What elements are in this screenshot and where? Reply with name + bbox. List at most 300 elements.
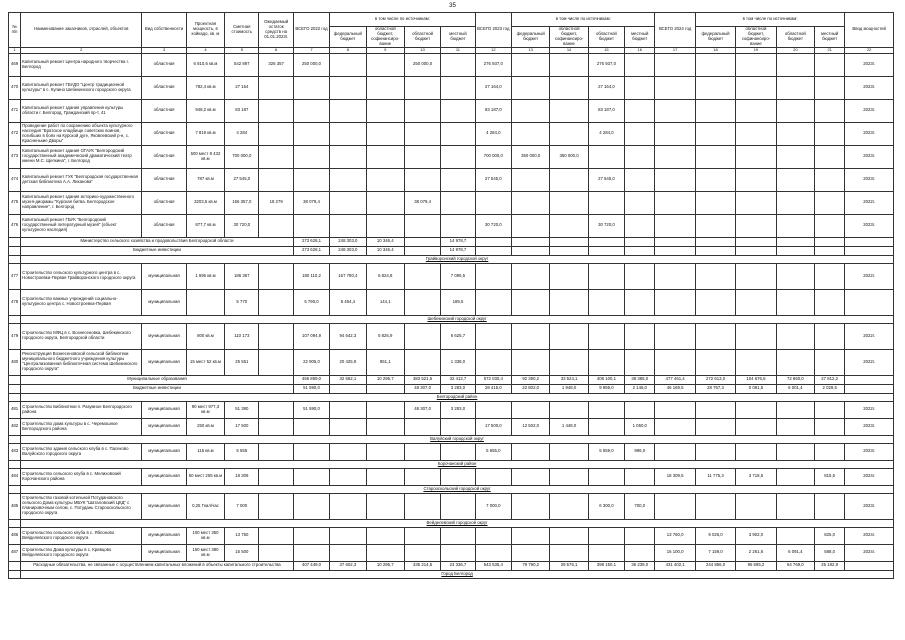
summary-local-2023: 2 146,0 — [625, 384, 655, 393]
hdr-fed-2022: федеральный бюджет — [330, 27, 366, 48]
hdr-fed-2023: федеральный бюджет — [512, 27, 550, 48]
page-number: 35 — [449, 3, 456, 9]
federal-2023 — [512, 53, 550, 76]
object-name: Строительство Библиотеки п. Разумное Белгородского района — [21, 401, 142, 418]
ownership: областная — [142, 168, 186, 191]
section-header-row — [9, 460, 894, 468]
section-spacer — [9, 255, 21, 263]
regional-2023: 27 164,0 — [588, 76, 624, 99]
summary-cofin-2023: 1 948,0 — [550, 384, 588, 393]
summary-cofin-2024: 104 676,5 — [736, 375, 776, 384]
summary-federal-2022: 32 662,1 — [330, 375, 366, 384]
hdr-reg-2022: областной бюджет — [404, 27, 440, 48]
estimate-cost: 542 897 — [225, 53, 259, 76]
federal-2024 — [695, 145, 735, 168]
capacity: 877,7 кв.м — [186, 214, 224, 237]
hdr-capacity: Проектная мощность, в койкадо, кв. м — [186, 13, 224, 48]
regional-2022 — [404, 76, 440, 99]
regional-2023: 4 284,0 — [588, 122, 624, 145]
hdr-estimate: Сметная стоимость — [225, 13, 259, 48]
summary-commissioning — [845, 384, 894, 393]
row-number: 477 — [9, 263, 21, 289]
local-2022 — [441, 493, 475, 519]
local-2024 — [815, 418, 845, 435]
summary-federal-2022: 248 303,0 — [330, 237, 366, 246]
object-name: Строительство Дома культуры в с. Кривцово Вейделевского городского округа — [21, 544, 142, 561]
local-2023 — [625, 527, 655, 544]
federal-2023: 350 000,0 — [512, 145, 550, 168]
local-2023 — [625, 122, 655, 145]
section-spacer — [9, 460, 21, 468]
regional-2024 — [776, 289, 814, 315]
local-2023 — [625, 145, 655, 168]
local-2022 — [441, 122, 475, 145]
object-name: Строительство сельского клуба в с. Мелиховский Корочанского района — [21, 468, 142, 485]
local-2023 — [625, 401, 655, 418]
regional-2024 — [776, 76, 814, 99]
table-row — [9, 443, 894, 460]
summary-local-2023 — [625, 246, 655, 255]
column-number: 18 — [695, 47, 735, 53]
summary-federal-2023: 79 790,2 — [512, 561, 550, 570]
total-2024 — [655, 76, 695, 99]
summary-regional-2022: 383 521,5 — [404, 375, 440, 384]
federal-2022 — [330, 145, 366, 168]
federal-2022 — [330, 99, 366, 122]
local-2022 — [441, 418, 475, 435]
commissioning-year: 2023г. — [845, 53, 894, 76]
row-number: 482 — [9, 418, 21, 435]
federal-2022 — [330, 76, 366, 99]
summary-label: Расходные обязательства, не связанные с осуществлением капитальных вложений в объекты капитального строительства — [21, 561, 294, 570]
local-2022 — [441, 145, 475, 168]
cofin-2023 — [550, 323, 588, 349]
ownership: муниципальная — [142, 544, 186, 561]
commissioning-year: 2022г. — [845, 349, 894, 375]
column-number: 2 — [21, 47, 142, 53]
total-2022: 5 790,0 — [293, 289, 329, 315]
remainder — [259, 122, 293, 145]
total-2023 — [475, 468, 511, 485]
regional-2024 — [776, 191, 814, 214]
section-spacer — [9, 519, 21, 527]
summary-local-2023: 38 385,0 — [625, 375, 655, 384]
table-row — [9, 168, 894, 191]
hdr-remainder: Ожидаемый остаток средств на 01.01.2023г. — [259, 13, 293, 48]
summary-commissioning — [845, 237, 894, 246]
object-name: Строительство важных учреждений социально-культурного центра с. Новостроевка-Первая — [21, 289, 142, 315]
cofin-2023 — [550, 527, 588, 544]
regional-2024 — [776, 323, 814, 349]
remainder — [259, 349, 293, 375]
summary-cofin-2024 — [736, 246, 776, 255]
capacity: 6 810,6 кв.м — [186, 53, 224, 76]
total-2024 — [655, 99, 695, 122]
commissioning-year: 2024г. — [845, 527, 894, 544]
federal-2022 — [330, 544, 366, 561]
commissioning-year: 2022г. — [845, 323, 894, 349]
regional-2023 — [588, 349, 624, 375]
summary-total-2023: 28 415,0 — [475, 384, 511, 393]
local-2022 — [441, 191, 475, 214]
table-row — [9, 493, 894, 519]
cofin-2023 — [550, 401, 588, 418]
row-number: 473 — [9, 145, 21, 168]
total-2024 — [655, 418, 695, 435]
row-number: 484 — [9, 468, 21, 485]
summary-label: Муниципальные образования — [21, 375, 294, 384]
ownership: муниципальная — [142, 323, 186, 349]
cofin-2022 — [366, 493, 404, 519]
regional-2022 — [404, 544, 440, 561]
total-2022 — [293, 168, 329, 191]
summary-commissioning — [845, 375, 894, 384]
regional-2024 — [776, 349, 814, 375]
total-2022: 51 590,0 — [293, 401, 329, 418]
total-2022: 38 079,4 — [293, 191, 329, 214]
federal-2023 — [512, 443, 550, 460]
local-2024 — [815, 145, 845, 168]
total-2023 — [475, 289, 511, 315]
cofin-2023 — [550, 168, 588, 191]
federal-2022: 167 780,4 — [330, 263, 366, 289]
ownership: муниципальная — [142, 289, 186, 315]
object-name: Капитальный ремонт здания историко-художественного музея-диорамы "Курская битва. Белгородское направление", г. Белгород — [21, 191, 142, 214]
summary-spacer — [9, 561, 21, 570]
summary-local-2024: 27 812,2 — [815, 375, 845, 384]
cofin-2024 — [736, 76, 776, 99]
summary-cofin-2024: 0 081,5 — [736, 384, 776, 393]
federal-2022 — [330, 418, 366, 435]
federal-2022 — [330, 168, 366, 191]
column-number: 16 — [625, 47, 655, 53]
regional-2023 — [588, 191, 624, 214]
section-title: Белгородский район — [21, 393, 894, 401]
federal-2023 — [512, 289, 550, 315]
hdr-local-2024: местный бюджет — [815, 27, 845, 48]
federal-2022: 20 425,9 — [330, 349, 366, 375]
federal-2024 — [695, 263, 735, 289]
column-number: 9 — [366, 47, 404, 53]
regional-2024 — [776, 443, 814, 460]
section-title: Валуйский городской округ — [21, 435, 894, 443]
section-header-row — [9, 519, 894, 527]
summary-regional-2022 — [404, 237, 440, 246]
regional-2024 — [776, 99, 814, 122]
local-2024 — [815, 99, 845, 122]
column-number: 19 — [736, 47, 776, 53]
row-number: 481 — [9, 401, 21, 418]
total-2022 — [293, 99, 329, 122]
cofin-2024 — [736, 418, 776, 435]
federal-2023 — [512, 527, 550, 544]
column-number: 14 — [550, 47, 588, 53]
summary-regional-2024: 6 001,4 — [776, 384, 814, 393]
cofin-2022 — [366, 191, 404, 214]
hdr-group-2024: в том числе по источникам: — [695, 13, 845, 27]
cofin-2022 — [366, 99, 404, 122]
cofin-2022 — [366, 53, 404, 76]
summary-federal-2022: 248 303,0 — [330, 246, 366, 255]
ownership: областная — [142, 214, 186, 237]
regional-2023: 27 545,0 — [588, 168, 624, 191]
total-2022: 22 905,0 — [293, 349, 329, 375]
cofin-2024 — [736, 145, 776, 168]
estimate-cost: 25 551 — [225, 349, 259, 375]
estimate-cost: 700 000,0 — [225, 145, 259, 168]
cofin-2022 — [366, 443, 404, 460]
total-2024 — [655, 323, 695, 349]
local-2024 — [815, 493, 845, 519]
local-2022: 189,5 — [441, 289, 475, 315]
local-2023: 996,0 — [625, 443, 655, 460]
object-name: Строительство газовой котельной Потудановского сельского Дома культуры МБУК "Шаталовский ЦКД" с планировочным селом, с. Потудань Старооскольского городского округа — [21, 493, 142, 519]
section-spacer — [9, 485, 21, 493]
commissioning-year: 2022г. — [845, 263, 894, 289]
summary-spacer — [9, 384, 21, 393]
estimate-cost: 16 500 — [225, 544, 259, 561]
federal-2022 — [330, 122, 366, 145]
ownership: областная — [142, 122, 186, 145]
estimate-cost: 13 750 — [225, 527, 259, 544]
column-number: 5 — [225, 47, 259, 53]
remainder: 326 357 — [259, 53, 293, 76]
summary-local-2022: 14 978,7 — [441, 246, 475, 255]
summary-regional-2024: 72 860,0 — [776, 375, 814, 384]
federal-2022 — [330, 443, 366, 460]
hdr-total-2024: ВСЕГО 2024 год — [655, 13, 695, 48]
cofin-2022 — [366, 468, 404, 485]
remainder — [259, 145, 293, 168]
capacity: 115 кв.м — [186, 443, 224, 460]
regional-2024 — [776, 493, 814, 519]
summary-total-2024 — [655, 237, 695, 246]
federal-2024 — [695, 214, 735, 237]
section-header-row — [9, 570, 894, 578]
local-2023: 1 050,0 — [625, 418, 655, 435]
cofin-2024: 3 902,0 — [736, 527, 776, 544]
cofin-2024 — [736, 401, 776, 418]
section-header-row — [9, 255, 894, 263]
local-2024 — [815, 214, 845, 237]
federal-2023 — [512, 76, 550, 99]
federal-2022: 5 454,4 — [330, 289, 366, 315]
total-2024 — [655, 168, 695, 191]
federal-2023 — [512, 493, 550, 519]
cofin-2024 — [736, 349, 776, 375]
ownership: муниципальная — [142, 349, 186, 375]
regional-2023: 6 300,0 — [588, 493, 624, 519]
summary-local-2022: 23 336,7 — [441, 561, 475, 570]
capacity: 782,4 кв.м — [186, 76, 224, 99]
summary-spacer — [9, 375, 21, 384]
ownership: муниципальная — [142, 401, 186, 418]
local-2023 — [625, 289, 655, 315]
remainder — [259, 527, 293, 544]
regional-2022 — [404, 214, 440, 237]
table-row — [9, 53, 894, 76]
regional-2024 — [776, 401, 814, 418]
summary-total-2022: 273 628,1 — [293, 246, 329, 255]
cofin-2022 — [366, 168, 404, 191]
capacity: 50 мест 255 кв.м — [186, 468, 224, 485]
total-2022 — [293, 544, 329, 561]
summary-local-2022: 32 412,7 — [441, 375, 475, 384]
local-2024: 825,0 — [815, 527, 845, 544]
total-2023 — [475, 401, 511, 418]
table-row — [9, 544, 894, 561]
federal-2024 — [695, 349, 735, 375]
table-row — [9, 527, 894, 544]
row-number: 475 — [9, 191, 21, 214]
summary-local-2023: 36 239,0 — [625, 561, 655, 570]
regional-2023 — [588, 544, 624, 561]
cofin-2022: 6 824,8 — [366, 263, 404, 289]
ownership: областная — [142, 76, 186, 99]
remainder — [259, 263, 293, 289]
federal-2023 — [512, 99, 550, 122]
local-2022 — [441, 443, 475, 460]
regional-2023 — [588, 527, 624, 544]
capacity: 3203,5 кв.м — [186, 191, 224, 214]
summary-total-2022: 456 859,0 — [293, 375, 329, 384]
regional-2024 — [776, 418, 814, 435]
local-2023 — [625, 468, 655, 485]
total-2022: 180 110,2 — [293, 263, 329, 289]
table-body — [9, 53, 894, 578]
federal-2023 — [512, 468, 550, 485]
summary-total-2024: 431 402,1 — [655, 561, 695, 570]
row-number: 472 — [9, 122, 21, 145]
local-2022 — [441, 544, 475, 561]
federal-2024 — [695, 443, 735, 460]
commissioning-year: 2024г. — [845, 468, 894, 485]
regional-2022 — [404, 263, 440, 289]
total-2024 — [655, 493, 695, 519]
summary-spacer — [9, 237, 21, 246]
estimate-cost: 51 380 — [225, 401, 259, 418]
remainder — [259, 544, 293, 561]
estimate-cost: 27 164 — [225, 76, 259, 99]
commissioning-year: 2023г. — [845, 443, 894, 460]
cofin-2024: 3 718,5 — [736, 468, 776, 485]
total-2024 — [655, 289, 695, 315]
total-2023: 7 000,0 — [475, 493, 511, 519]
cofin-2024 — [736, 191, 776, 214]
summary-federal-2022: 37 602,3 — [330, 561, 366, 570]
total-2023: 27 164,0 — [475, 76, 511, 99]
estimate-cost: 7 000 — [225, 493, 259, 519]
summary-regional-2023 — [588, 246, 624, 255]
summary-cofin-2024: 95 595,2 — [736, 561, 776, 570]
cofin-2023 — [550, 544, 588, 561]
cofin-2022: 5 826,9 — [366, 323, 404, 349]
row-number: 479 — [9, 323, 21, 349]
cofin-2023 — [550, 443, 588, 460]
capacity: 250 кв.м — [186, 418, 224, 435]
ownership: областная — [142, 191, 186, 214]
federal-2024 — [695, 53, 735, 76]
hdr-reg-2023: областной бюджет — [588, 27, 624, 48]
estimate-cost: 30 720,0 — [225, 214, 259, 237]
total-2023: 17 500,0 — [475, 418, 511, 435]
estimate-cost: 18 309 — [225, 468, 259, 485]
hdr-name: Наименование заказчиков, отраслей, объектов — [21, 13, 142, 48]
total-2023 — [475, 349, 511, 375]
local-2024 — [815, 168, 845, 191]
summary-local-2023 — [625, 237, 655, 246]
estimate-cost: 27 545,0 — [225, 168, 259, 191]
table-row — [9, 323, 894, 349]
column-number: 1 — [9, 47, 21, 53]
summary-federal-2023 — [512, 237, 550, 246]
section-title: Грайворонский городской округ — [21, 255, 894, 263]
remainder — [259, 443, 293, 460]
regional-2022 — [404, 443, 440, 460]
federal-2022 — [330, 53, 366, 76]
remainder — [259, 493, 293, 519]
summary-federal-2024 — [695, 237, 735, 246]
remainder — [259, 99, 293, 122]
total-2024 — [655, 145, 695, 168]
hdr-cofin-2023: областной бюджет, софинансиро-вание — [550, 27, 588, 48]
estimate-cost: 5 555 — [225, 443, 259, 460]
total-2023 — [475, 263, 511, 289]
object-name: Капитальный ремонт ГБУДО "Центр традиционной культуры" в с. Купино Шебекинского городского округа — [21, 76, 142, 99]
summary-cofin-2022: 10 295,7 — [366, 561, 404, 570]
commissioning-year: 2024г. — [845, 544, 894, 561]
hdr-cofin-2024: областной бюджет, софинансиро-вание — [736, 27, 776, 48]
summary-regional-2023: 408 100,1 — [588, 375, 624, 384]
ownership: областная — [142, 99, 186, 122]
section-spacer — [9, 393, 21, 401]
summary-total-2024: 46 169,5 — [655, 384, 695, 393]
local-2024 — [815, 401, 845, 418]
total-2022 — [293, 76, 329, 99]
total-2022 — [293, 468, 329, 485]
federal-2024 — [695, 289, 735, 315]
hdr-fed-2024: федеральный бюджет — [695, 27, 735, 48]
estimate-cost: 4 284 — [225, 122, 259, 145]
federal-2024 — [695, 191, 735, 214]
hdr-local-2023: местный бюджет — [625, 27, 655, 48]
capacity: 500 мест 8 432 кв.м — [186, 145, 224, 168]
capacity: 150 мест 380 кв.м — [186, 544, 224, 561]
cofin-2022 — [366, 401, 404, 418]
regional-2022 — [404, 527, 440, 544]
table-row — [9, 349, 894, 375]
section-header-row — [9, 315, 894, 323]
local-2024 — [815, 349, 845, 375]
cofin-2023 — [550, 214, 588, 237]
column-number: 15 — [588, 47, 624, 53]
total-2024 — [655, 263, 695, 289]
cofin-2023 — [550, 122, 588, 145]
cofin-2024: 2 261,6 — [736, 544, 776, 561]
cofin-2022 — [366, 214, 404, 237]
federal-2022 — [330, 493, 366, 519]
total-2024 — [655, 443, 695, 460]
summary-cofin-2022 — [366, 384, 404, 393]
local-2023 — [625, 168, 655, 191]
summary-federal-2023: 22 802,0 — [512, 384, 550, 393]
commissioning-year: 2023г. — [845, 145, 894, 168]
commissioning-year: 2023г. — [845, 122, 894, 145]
object-name: Капитальный ремонт здания управления культуры области г. Белгород, Гражданский пр-т, 41 — [21, 99, 142, 122]
hdr-local-2022: местный бюджет — [441, 27, 475, 48]
summary-federal-2023: 92 390,2 — [512, 375, 550, 384]
estimate-cost: 17 500 — [225, 418, 259, 435]
